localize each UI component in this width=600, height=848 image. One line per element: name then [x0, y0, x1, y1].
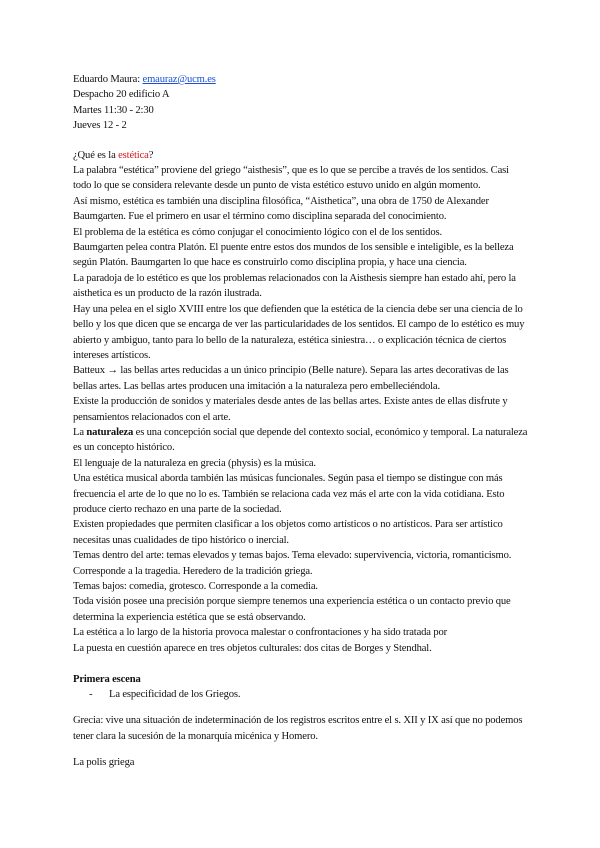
list-item	[89, 687, 529, 702]
email-link[interactable]: emauraz@ucm.es	[142, 74, 216, 85]
section-primera-escena	[73, 672, 529, 770]
paragraph: Temas bajos: comedia, grotesco. Corresponde a la comedia.	[73, 581, 318, 592]
paragraph: La estética a lo largo de la historia provoca malestar o confrontaciones y ha sido tratada por	[73, 627, 447, 639]
question-heading	[73, 148, 529, 163]
paragraph: La palabra “estética” proviene del griego “aisthesis”, que es lo que se percibe a través de los sentidos. Casi todo lo que se considera relevante desde un punto de vista estético estuvo unido en algún momento.	[73, 165, 509, 192]
paragraph-prefix: La	[73, 426, 87, 438]
hours-thursday: Jueves 12 - 2	[73, 120, 127, 132]
office-line: Despacho 20 edificio A	[73, 89, 170, 101]
paragraph: Así mismo, estética es también una disciplina filosófica, “Aisthetica”, una obra de 1750 de Alexander Baumgarten. Fue el primero en usar el término como disciplina separada del conocimiento.	[73, 195, 489, 223]
question-prefix: ¿Qué es la	[73, 149, 119, 161]
paragraph: Baumgarten pelea contra Platón. El puente entre estos dos mundos de los sensible e inteligible, es la belleza según Platón. Baumgarten lo que hace es construirlo como disciplina propia, y hace una ciencia.	[73, 242, 514, 269]
paragraph: La polis griega	[73, 756, 135, 768]
hours-tuesday: Martes 11:30 - 2:30	[73, 104, 154, 116]
author-line	[73, 72, 529, 87]
paragraph	[73, 425, 529, 456]
paragraph: Una estética musical aborda también las músicas funcionales. Según pasa el tiempo se distingue con más frecuencia el arte de lo que no lo es. También se relaciona cada vez más el arte con la vida cotidiana. Esto produce cierto rechazo en una parte de la sociedad.	[73, 473, 505, 515]
paragraph: Grecia: vive una situación de indeterminación de los registros escritos entre el s. XII y IX así que no podemos tener clara la sucesión de la monarquía micénica y Homero.	[73, 715, 523, 742]
question-highlight: estética	[118, 149, 149, 161]
paragraph: Existe la producción de sonidos y materiales desde antes de las bellas artes. Existe antes de ellas disfrute y pensamientos relacionados con el arte.	[73, 396, 508, 423]
paragraph: Hay una pelea en el siglo XVIII entre los que defienden que la estética de la ciencia debe ser una ciencia de lo bello y los que dicen que se encarga de ver las particularidades de los sentidos. El campo de lo estético es muy abierto y ambiguo, tanto para lo bello de la naturaleza, estética siniestra… o explicación técnica de ciertos intereses artísticos.	[73, 303, 525, 361]
paragraph: Existen propiedades que permiten clasificar a los objetos como artísticos o no artísticos. Para ser artístico necesitas unas cualidades de tipo histórico o inercial.	[73, 519, 503, 546]
paragraph: El lenguaje de la naturaleza en grecia (physis) es la música.	[73, 457, 316, 469]
paragraph: La puesta en cuestión aparece en tres objetos culturales: dos citas de Borges y Stendhal.	[73, 642, 432, 654]
question-suffix: ?	[148, 149, 154, 161]
paragraph: Batteux → las bellas artes reducidas a un único principio (Belle nature). Separa las artes decorativas de las bellas artes. Las bellas artes producen una imitación a la naturaleza pero embelleciéndola.	[73, 365, 509, 392]
author-name: Eduardo Maura:	[73, 74, 143, 85]
paragraph: El problema de la estética es cómo conjugar el conocimiento lógico con el de los sentidos.	[73, 226, 442, 238]
section-title: Primera escena	[73, 674, 141, 686]
paragraph: Temas dentro del arte: temas elevados y temas bajos. Tema elevado: supervivencia, victoria, romanticismo. Corresponde a la tragedia. Heredero de la tradición griega.	[73, 550, 512, 577]
bold-term: naturaleza	[86, 426, 134, 438]
paragraph: La paradoja de lo estético es que los problemas relacionados con la Aisthesis siempre han estado ahí, pero la aisthetica es un producto de la razón ilustrada.	[73, 272, 516, 300]
list-item-text: La especificidad de los Griegos.	[109, 689, 241, 701]
document-body	[73, 148, 529, 656]
contact-header	[73, 72, 529, 134]
bullet-dash: -	[89, 689, 93, 701]
document-page	[73, 72, 529, 781]
paragraph-suffix: es una concepción social que depende del contexto social, económico y temporal. La naturaleza es un concepto histórico.	[73, 426, 528, 454]
paragraph: Toda visión posee una precisión porque siempre tenemos una experiencia estética o un contacto previo que determina la experiencia estética que se está observando.	[73, 596, 511, 623]
